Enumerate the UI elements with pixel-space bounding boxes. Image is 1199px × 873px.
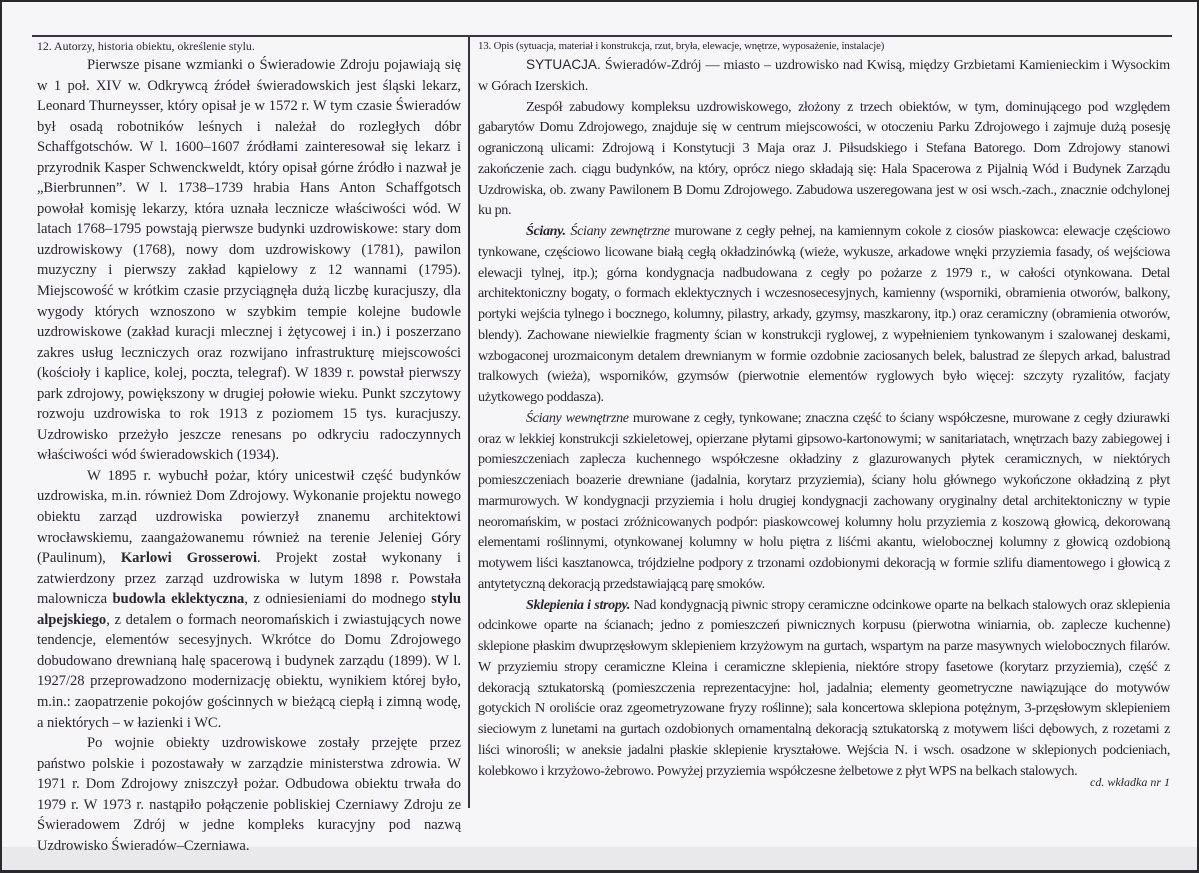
section-12-title: 12. Autorzy, historia obiektu, określenie stylu. <box>37 39 255 53</box>
paragraph <box>37 466 461 733</box>
right-column <box>478 39 1170 781</box>
paragraph-text: murowane z cegły pełnej, na kamiennym cokole z ciosów piaskowca: elewacje częściowo tynkowane, częściowo licowane białą cegłą okładzinówką (wieże, wykusze, arkadowe wnęki przyziemia fasady, oś wejściowa elewacji tylnej, itp.); górna kondygnacja nadbudowana z cegły po pożarze z 1979 r., w całości otynkowana. Detal architektoniczny bogaty, o formach eklektycznych i wczesnosecesyjnych, kamienny (wsporniki, obramienia otworów, balkony, portyki wejścia tylnego i bocznego, kolumny, pilastry, arkady, gzymsy, maszkarony, itp.) oraz ceramiczny (obramienia otworów, blendy). Zachowane niewielkie fragmenty ścian w konstrukcji ryglowej, z wypełnieniem tynkowanym i szalowanej deskami, wzbogaconej urozmaiconym detalem drewnianym w formie ozdobnie zaciosanych belek, balustrad ze ślepych arkad, balustrad tralkowych (wieża), wsporników, gzymsów (pierwotnie elementów ryglowych było więcej: szczyty ryzalitów, facjaty użytkowego poddasza). <box>478 223 1170 405</box>
situation-text: Świeradów-Zdrój — miasto – uzdrowisko nad Kwisą, między Grzbietami Kamienieckim i Wysockim w Górach Izerskich. <box>478 57 1170 94</box>
emphasis-text: Ściany wewnętrzne <box>526 409 629 426</box>
situation-label: SYTUACJA. <box>526 57 601 72</box>
left-column <box>37 39 461 856</box>
paragraph-text: Zespół zabudowy kompleksu uzdrowiskowego, złożony z trzech obiektów, w tym, dominującego pod względem gabarytów Domu Zdrojowego, znajduje się w centrum miejscowości, w otoczeniu Parku Zdrojowego i zajmuje dużą posesję ograniczoną ulicami: Zdrojową i Konstytucji 3 Maja oraz J. Piłsudskiego i Stefana Batorego. Dom Zdrojowy stanowi zakończenie zach. ciągu budynków, na który, oprócz niego składają się: Hala Spacerowa z Pijalnią Wód i Budynek Zarządu Uzdrowiska, ob. zwany Pawilonem B Domu Zdrojowego. Zabudowa uszeregowana jest w osi wsch.-zach., znacznie odchylonej ku pn. <box>478 98 1170 219</box>
paragraph <box>37 733 461 856</box>
emphasis-text: stylu alpejskiego <box>37 591 461 628</box>
right-paragraphs <box>478 97 1170 782</box>
emphasis-text: Ściany. <box>526 223 566 239</box>
paragraph-text: , z detalem o formach neoromańskich i zwiastujących nowe tendencje, elementów secesyjnych. Wkrótce do Domu Zdrojowego dobudowano drewnianą halę spacerową i budynek zarządu (1899). W l. 1927/28 przeprowadzono modernizację obiektu, wynikiem której było, m.in.: zaopatrzenie pokojów gościnnych w bieżącą ciepłą i zimną wodę, a niektórych – w łazienki i WC. <box>37 611 461 731</box>
paragraph-text: Pierwsze pisane wzmianki o Świeradowie Zdroju pojawiają się w 1 poł. XIV w. Odkrywcą źródeł świeradowskich jest śląski lekarz, Leonard Thurneysser, który opisał je w 1572 r. W tym czasie Świeradów był osadą robotników leśnych i należał do rozległych dóbr Schaffgotschów. W l. 1600–1607 źródłami zainteresował się lekarz i przyrodnik Kasper Schwenckweldt, który opisał górne źródło i nazwał je „Bierbrunnen”. W l. 1738–1739 hrabia Hans Anton Schaffgotsch powołał komisję lekarzy, która uznała lecznicze właściwości wód. W latach 1768–1795 powstają pierwsze budynki uzdrowiskowe: stary dom uzdrowiskowy (1768), nowy dom uzdrowiskowy (1781), pawilon muzyczny i pierwszy zakład kąpielowy z 12 wannami (1795). Miejscowość w krótkim czasie przyciągnęła dużą liczbę kuracjuszy, dla wygody których wznoszono w szybkim tempie kolejne budowle uzdrowiskowe (zakład kuracji mlecznej i żętycowej i in.) i poszerzano zakres usług leczniczych oraz rozwijano infrastrukturę miejscowości (kościoły i kaplice, kolej, poczta, telegraf). W 1839 r. powstał pierwszy park zdrojowy, powiększony w drugiej połowie wieku. Punkt szczytowy rozwoju uzdrowiska to rok 1913 z poziomem 15 tys. kuracjuszy. Uzdrowisko przeżyło jeszcze renesans po odkryciu radoczynnych właściwości wód świeradowskich (1934). <box>37 57 461 464</box>
paragraph <box>478 97 1170 222</box>
top-rule <box>32 35 1172 37</box>
paragraph-text: Po wojnie obiekty uzdrowiskowe zostały przejęte przez państwo polskie i pozostawały w zarządzie ministerstwa zdrowia. W 1971 r. Dom Zdrojowy zniszczył pożar. Odbudowa obiektu trwała do 1979 r. W 1973 r. nastąpiło połączenie pobliskiej Czerniawy Zdroju ze Świeradowem Zdrój w jedne kompleks kuracyjny pod nazwą Uzdrowisko Świeradów–Czerniawa. <box>37 735 461 854</box>
emphasis-text: budowla eklektyczna <box>112 591 245 608</box>
section-13-title: 13. Opis (sytuacja, materiał i konstrukcja, rzut, bryła, elewacje, wnętrze, wyposażenie, instalacje) <box>478 40 885 52</box>
situation-paragraph <box>478 55 1170 97</box>
emphasis-text: Karlowi Grosserowi <box>120 550 258 567</box>
document-page <box>2 2 1197 870</box>
paragraph-text: . Projekt został wykonany i zatwierdzony przez zarząd uzdrowiska w lutym 1898 r. Powstała malownicza <box>37 550 461 608</box>
left-paragraphs <box>37 55 461 856</box>
paragraph-text: Nad kondygnacją piwnic stropy ceramiczne odcinkowe oparte na belkach stalowych oraz sklepienia odcinkowe oparte na ścianach; jedno z pomieszczeń piwnicznych korpusu (pierwotna winiarnia, ob. zaplecze kuchenne) sklepione płaskim dwuprzęsłowym sklepieniem krzyżowym na gurtach, wspartym na parze masywnych wielobocznych filarów. W przyziemiu stropy ceramiczne Kleina i ceramiczne sklepienia, niektóre stropy fasetowe (korytarz przyziemia), część z dekoracją sztukatorską (pomieszczenia reprezentacyjne: hol, jadalnia; elementy geometryczne nawiązujące do motywów gotyckich N oroliście oraz zgeometryzowane fryzy roślinne); sala koncertowa sklepiona potężnym, 3-przęsłowym sklepieniem sieciowym z lunetami na gurtach ozdobionych ornamentalną dekoracją sztukatorską z motywem liści dębowych, z rozetami z liści winorośli; w aneksie jadalni płaskie sklepienie kryształowe. Wejścia N. i wsch. osadzone w sklepionych podcieniach, kolebkowo i krzyżowo-żebrowo. Powyżej przyziemia współczesne żelbetowe z płyt WPS na belkach stalowych. <box>478 596 1170 779</box>
paragraph-text: , z odniesieniami do modnego <box>244 591 432 608</box>
paragraph <box>478 221 1170 408</box>
paragraph <box>478 408 1170 595</box>
paragraph <box>37 55 461 466</box>
paragraph-text: murowane z cegły, tynkowane; znaczna część to ściany współczesne, murowane z cegły dziurawki oraz w lekkiej konstrukcji szkieletowej, opierzane płytami gipsowo-kartonowymi; w sanitariatach, wnętrzach bazy zabiegowej i pomieszczeniach zaplecza kuchennego współczesne okładziny z glazurowanych płytek ceramicznych, w niektórych pomieszczeniach boazerie drewniane (jadalnia, korytarz przyziemia), ściany holu głównego wykończone okładziną z płyt marmurowych. W kondygnacji przyziemia i holu drugiej kondygnacji zachowany oryginalny detal architektoniczny w typie neoromańskim, w postaci zróżnicowanych podpór: piaskowcowej kolumny holu przyziemia z koszową głowicą, dekorowaną elementami roślinnymi, otynkowanej kolumny w holu piętra z liśćmi akantu, wielobocznej kolumny z głowicą ozdobioną motywem liści kasztanowca, trójdzielne podpory z trzonami ozdobionymi dekoracją w formie szlifu diamentowego i głowicą z antytetyczną dekoracją przedstawiającą parę smoków. <box>478 409 1170 592</box>
emphasis-text: Sklepienia i stropy. <box>526 596 631 613</box>
emphasis-text: Ściany zewnętrzne <box>570 223 670 239</box>
continuation-note: cd. wkładka nr 1 <box>1090 775 1170 789</box>
column-divider <box>468 35 470 808</box>
paragraph-text: W 1895 r. wybuchł pożar, który unicestwił część budynków uzdrowiska, m.in. również Dom Zdrojowy. Wykonanie projektu nowego obiektu zarząd uzdrowiska powierzył znanemu architektowi wrocławskiemu, zaangażowanemu również na terenie Jeleniej Góry (Paulinum), <box>37 467 461 567</box>
paragraph <box>478 595 1170 782</box>
